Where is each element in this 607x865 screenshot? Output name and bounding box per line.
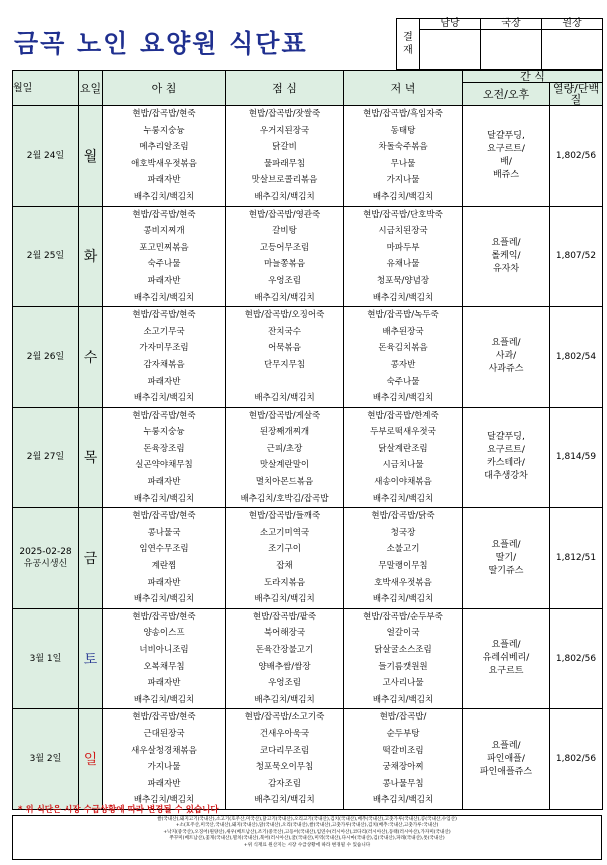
menu-item: 새송이야채볶음 xyxy=(374,477,432,488)
menu-item: 배추김치/백김치 xyxy=(133,795,195,806)
menu-item: 궁채장아찌 xyxy=(382,762,424,773)
menu-item: 고등어무조림 xyxy=(259,242,310,253)
menu-item: 소불고기 xyxy=(386,544,420,555)
menu-item: 현밥/잡곡밥/ xyxy=(379,712,427,723)
menu-item: 차돌숙주볶음 xyxy=(378,142,428,153)
menu-item: 순두부탕 xyxy=(386,728,420,739)
breakfast-cell xyxy=(103,206,226,307)
menu-item: 닭살계란조림 xyxy=(378,443,428,454)
menu-item: 파래자반 xyxy=(147,778,181,789)
menu-item: 근대된장국 xyxy=(143,728,185,739)
menu-item: 돈육장조림 xyxy=(143,443,185,454)
approval-side-label: 결 재 xyxy=(397,19,420,70)
menu-item: 현밥/잡곡밥/현죽 xyxy=(132,310,196,321)
menu-item: 감자조림 xyxy=(268,778,301,789)
menu-item: 현밥/잡곡밥/현죽 xyxy=(132,611,196,622)
menu-item: 단무지무침 xyxy=(263,359,306,370)
page-title: 금곡 노인 요양원 식단표 xyxy=(14,29,308,58)
breakfast-cell xyxy=(103,106,226,207)
day-row xyxy=(13,206,603,307)
menu-item: 코다리무조림 xyxy=(259,745,310,756)
menu-item: 콩나물무침 xyxy=(382,778,424,789)
menu-item: 들기름캣원원 xyxy=(378,661,428,672)
menu-item: 현밥/잡곡밥/한계죽 xyxy=(367,410,439,421)
menu-item: 동태탕 xyxy=(390,125,416,136)
menu-item: 양배추쌈/쌈장 xyxy=(258,661,311,672)
snack-cell: 요플레/ 파인애플/ 파인애플쥬스 xyxy=(463,709,550,810)
menu-item: 파래자반 xyxy=(147,577,181,588)
menu-item: 현밥/잡곡밥/팥죽 xyxy=(252,611,317,622)
day-of-week: 화 xyxy=(79,206,103,307)
menu-item: 배추김치/백김치 xyxy=(372,594,434,605)
lunch-cell xyxy=(226,106,344,207)
day-date: 2월 26일 xyxy=(13,307,79,408)
approval-header-staff: 담당 xyxy=(420,19,481,30)
menu-item: 갈비탕 xyxy=(272,226,297,237)
origin-line: 쌀(국내산),돼지고기(국내산),소고기(호주산,미국산),닭고기(국내산),오리고기(국내산),김치(국내산),배추(국내산),고춧가루(국내산),콩(국내산,수입산) xyxy=(157,817,457,822)
menu-item: 어묵볶음 xyxy=(268,343,301,354)
menu-item: 소고기무국 xyxy=(143,326,185,337)
lunch-cell xyxy=(226,307,344,408)
menu-item: 잡채 xyxy=(276,561,293,572)
approval-sign-staff[interactable] xyxy=(420,30,481,70)
menu-item: 파래자반 xyxy=(147,175,181,186)
menu-item: 애호박새우젓볶음 xyxy=(131,158,197,169)
day-of-week: 토 xyxy=(79,608,103,709)
menu-item: 배추김치/백김치 xyxy=(133,393,195,404)
menu-item: 현밥/잡곡밥/순두부죽 xyxy=(363,611,443,622)
header-snack: 간 식 xyxy=(463,71,603,83)
origin-line: +소(호주산,미국산,국내산),돼지(국내산),닭(국내산),오리(국내산),쌀(국내산),고춧가루(국내산),김치(배추:국내산,고춧가루:국내산) xyxy=(175,823,439,829)
menu-item: 메추리알조림 xyxy=(139,142,189,153)
snack-cell: 달걀푸딩, 요구르트/ 카스테라/ 대추생강차 xyxy=(463,407,550,508)
menu-item: 얼갈이국 xyxy=(386,628,420,639)
day-date: 3월 1일 xyxy=(13,608,79,709)
menu-item: 무말랭이무침 xyxy=(378,561,428,572)
day-row xyxy=(13,307,603,408)
menu-item: 시금치된장국 xyxy=(378,226,428,237)
header-kcal: 열량/단백질 xyxy=(550,83,603,106)
menu-item: 파래자반 xyxy=(147,275,181,286)
menu-item: 돈육김치볶음 xyxy=(378,343,428,354)
menu-item: 건새우아욱국 xyxy=(259,728,310,739)
kcal-protein-cell: 1,802/56 xyxy=(550,608,603,709)
menu-item: 가자미무조림 xyxy=(139,343,189,354)
menu-item: 청포묵/양념장 xyxy=(376,275,430,286)
snack-cell: 요플레/ 딸기/ 딸기쥬스 xyxy=(463,508,550,609)
menu-item: 배추김치/백김치 xyxy=(133,191,195,202)
header-day: 요일 xyxy=(79,71,103,106)
day-of-week: 수 xyxy=(79,307,103,408)
menu-item: 고사리나물 xyxy=(382,678,424,689)
menu-item xyxy=(226,374,343,391)
menu-item: 우거지된장국 xyxy=(259,125,310,136)
day-row xyxy=(13,709,603,810)
lunch-cell xyxy=(226,508,344,609)
menu-item: 두부로떡새우젓국 xyxy=(370,427,436,438)
menu-body xyxy=(13,106,603,810)
menu-item: 가지나물 xyxy=(386,175,420,186)
kcal-protein-cell: 1,802/54 xyxy=(550,307,603,408)
kcal-protein-cell: 1,814/59 xyxy=(550,407,603,508)
menu-item: 현밥/잡곡밥/들깨죽 xyxy=(248,511,321,522)
menu-item: 무나물 xyxy=(390,158,416,169)
approval-box xyxy=(396,18,603,70)
menu-item: 현밥/잡곡밥/현죽 xyxy=(132,511,196,522)
menu-item: 콩비지찌개 xyxy=(143,226,185,237)
snack-cell: 요플레/ 유레쉬베리/ 요구르트 xyxy=(463,608,550,709)
dinner-cell xyxy=(344,307,463,408)
menu-item: 떡갈비조림 xyxy=(382,745,424,756)
day-date: 2월 27일 xyxy=(13,407,79,508)
origin-line: 쭈꾸미(베트남산),꽃게(국내산),멸치(국내산),북어(러시아산),굴(국내산),미역(국내산),다시마(국내산),김(국내산),파래(국내산),톳(국내산) xyxy=(169,836,445,842)
menu-item: 호박새우젓볶음 xyxy=(374,577,432,588)
day-date: 2025-02-28 유공시생신 xyxy=(13,508,79,609)
day-of-week: 일 xyxy=(79,709,103,810)
menu-item: 시금치나물 xyxy=(382,460,424,471)
origin-info xyxy=(12,815,602,860)
breakfast-cell xyxy=(103,508,226,609)
origin-line: +위 식재료 원산지는 시장 수급상황에 따라 변경될 수 있습니다 xyxy=(243,842,371,848)
menu-item: 멸치아몬드볶음 xyxy=(255,477,314,488)
origin-line: +낙지(중국산),오징어(원양산),새우(베트남산),조기(중국산),고등어(국내산),임연수(러시아산),코다리(러시아산),동태(러시아산),가자미(국내산) xyxy=(163,829,451,835)
menu-item: 현밥/잡곡밥/현죽 xyxy=(132,410,196,421)
lunch-cell xyxy=(226,709,344,810)
menu-item: 잔치국수 xyxy=(268,326,301,337)
day-row xyxy=(13,407,603,508)
menu-item: 현밥/잡곡밥/흑임자죽 xyxy=(363,109,443,119)
menu-item: 콩나물국 xyxy=(147,527,181,538)
menu-item: 맛살브로콜리볶음 xyxy=(251,175,318,186)
menu-item: 배추김치/백김치 xyxy=(372,393,434,404)
menu-item: 배추김치/백김치 xyxy=(372,292,434,303)
day-of-week: 월 xyxy=(79,106,103,207)
approval-sign-head[interactable] xyxy=(542,30,603,70)
menu-item: 배추김치/백김치 xyxy=(372,795,434,806)
day-of-week: 목 xyxy=(79,407,103,508)
menu-item: 조기구이 xyxy=(268,544,301,555)
menu-item: 숙주나물 xyxy=(386,376,420,387)
menu-item: 돈육간장불고기 xyxy=(255,645,314,655)
snack-cell: 달걀푸딩, 요구르트/ 배/ 배쥬스 xyxy=(463,106,550,207)
menu-item: 현밥/잡곡밥/현죽 xyxy=(132,712,196,723)
breakfast-cell xyxy=(103,608,226,709)
menu-item: 우엉조림 xyxy=(268,275,301,286)
menu-item: 된장째개찌개 xyxy=(259,427,310,438)
menu-item: 현밥/잡곡밥/게살죽 xyxy=(248,410,321,421)
menu-item: 배추김치/백김치 xyxy=(254,292,315,303)
lunch-cell xyxy=(226,407,344,508)
menu-item: 청국장 xyxy=(390,527,416,538)
menu-item: 새우살청경채볶음 xyxy=(131,745,197,756)
menu-item: 현밥/잡곡밥/단호박죽 xyxy=(363,209,443,220)
day-row xyxy=(13,508,603,609)
menu-item: 너비아니조림 xyxy=(139,645,189,655)
dinner-cell xyxy=(344,709,463,810)
menu-item: 실곤약야채무침 xyxy=(135,460,193,471)
dinner-cell xyxy=(344,206,463,307)
menu-item: 현밥/잡곡밥/녹두죽 xyxy=(367,310,439,321)
menu-item: 양송이스프 xyxy=(143,628,185,639)
dinner-cell xyxy=(344,407,463,508)
day-of-week: 금 xyxy=(79,508,103,609)
kcal-protein-cell: 1,802/56 xyxy=(550,709,603,810)
menu-item: 현밥/잡곡밥/소고기죽 xyxy=(244,712,325,723)
day-date: 2월 25일 xyxy=(13,206,79,307)
day-row xyxy=(13,608,603,709)
menu-item: 계란찜 xyxy=(151,561,177,572)
header-snack-time: 오전/오후 xyxy=(463,83,550,106)
menu-item: 도라지볶음 xyxy=(263,577,306,588)
menu-item: 콩자반 xyxy=(390,359,416,370)
menu-item: 배추김치/백김치 xyxy=(372,694,434,705)
breakfast-cell xyxy=(103,307,226,408)
header-breakfast: 아 침 xyxy=(103,71,226,106)
menu-item: 현밥/잡곡밥/잣쌀죽 xyxy=(248,109,321,119)
approval-header-director: 국장 xyxy=(481,19,542,30)
menu-item: 마파두부 xyxy=(386,242,420,253)
menu-item: 배추김치/백김치 xyxy=(254,191,315,202)
menu-item: 오복채무침 xyxy=(143,661,185,672)
header-lunch: 점 심 xyxy=(226,71,344,106)
kcal-protein-cell: 1,812/51 xyxy=(550,508,603,609)
menu-item: 임연수무조림 xyxy=(139,544,189,555)
snack-cell: 요플레/ 사과/ 사과쥬스 xyxy=(463,307,550,408)
menu-item: 근피/초장 xyxy=(266,443,303,454)
menu-item: 소고기미역국 xyxy=(259,527,310,538)
header-row xyxy=(13,71,603,83)
menu-item: 현밥/잡곡밥/현죽 xyxy=(132,109,196,119)
menu-item: 배추김치/백김치 xyxy=(133,594,195,605)
lunch-cell xyxy=(226,206,344,307)
menu-item: 유채나물 xyxy=(386,259,420,270)
menu-item: 감자채볶음 xyxy=(143,359,185,370)
menu-item: 현밥/잡곡밥/현죽 xyxy=(132,209,196,220)
lunch-cell xyxy=(226,608,344,709)
dinner-cell xyxy=(344,508,463,609)
menu-item: 파래자반 xyxy=(147,477,181,488)
menu-item: 배추김치/백김치 xyxy=(254,694,315,705)
menu-item: 현밥/잡곡밥/닭죽 xyxy=(371,511,435,522)
breakfast-cell xyxy=(103,407,226,508)
approval-sign-director[interactable] xyxy=(481,30,542,70)
menu-item: 물파래무침 xyxy=(263,158,306,169)
menu-item: 청포묵오이무침 xyxy=(255,762,314,773)
menu-item: 가지나물 xyxy=(147,762,181,773)
menu-item: 북어해장국 xyxy=(263,628,306,639)
menu-item: 현밥/잡곡밥/영관죽 xyxy=(248,209,321,220)
menu-item: 배추김치/백김치 xyxy=(133,694,195,705)
breakfast-cell xyxy=(103,709,226,810)
menu-item: 숙주나물 xyxy=(147,259,181,270)
menu-item: 현밥/잡곡밥/오징어죽 xyxy=(244,310,325,321)
dinner-cell xyxy=(344,608,463,709)
menu-item: 파래자반 xyxy=(147,376,181,387)
menu-item: 배추김치/백김치 xyxy=(254,393,315,404)
kcal-protein-cell: 1,807/52 xyxy=(550,206,603,307)
day-date: 2월 24일 xyxy=(13,106,79,207)
header-date: 월일 xyxy=(13,71,79,106)
kcal-protein-cell: 1,802/56 xyxy=(550,106,603,207)
menu-item: 닭살굴소스조림 xyxy=(374,645,432,655)
menu-item: 누룽지숭늉 xyxy=(143,427,185,438)
menu-item: 배추김치/백김치 xyxy=(133,493,195,504)
menu-item: 우엉조림 xyxy=(268,678,301,689)
change-notice: * 위 식단은 시장 수급상황에 따라 변경될 수 있습니다 xyxy=(18,805,219,815)
header-dinner: 저 녁 xyxy=(344,71,463,106)
menu-item: 닭갈비 xyxy=(272,142,297,153)
menu-item: 배추김치/호박김/잡곡밥 xyxy=(240,493,329,504)
day-date: 3월 2일 xyxy=(13,709,79,810)
menu-item: 배추김치/백김치 xyxy=(254,594,315,605)
menu-table xyxy=(12,70,603,810)
snack-cell: 요플레/ 롤케익/ 유자차 xyxy=(463,206,550,307)
day-row xyxy=(13,106,603,207)
menu-item: 배추김치/백김치 xyxy=(372,493,434,504)
menu-item: 배추김치/백김치 xyxy=(254,795,315,806)
menu-item: 배추된장국 xyxy=(382,326,424,337)
menu-item: 배추김치/백김치 xyxy=(133,292,195,303)
menu-item: 누룽지숭늉 xyxy=(143,125,185,136)
menu-item: 배추김치/백김치 xyxy=(372,191,434,202)
approval-header-head: 원장 xyxy=(542,19,603,30)
menu-item: 파래자반 xyxy=(147,678,181,689)
menu-item: 마늘쫑볶음 xyxy=(263,259,306,270)
menu-item: 맛살계란말이 xyxy=(259,460,310,471)
menu-item: 포고민찌볶음 xyxy=(139,242,189,253)
dinner-cell xyxy=(344,106,463,207)
